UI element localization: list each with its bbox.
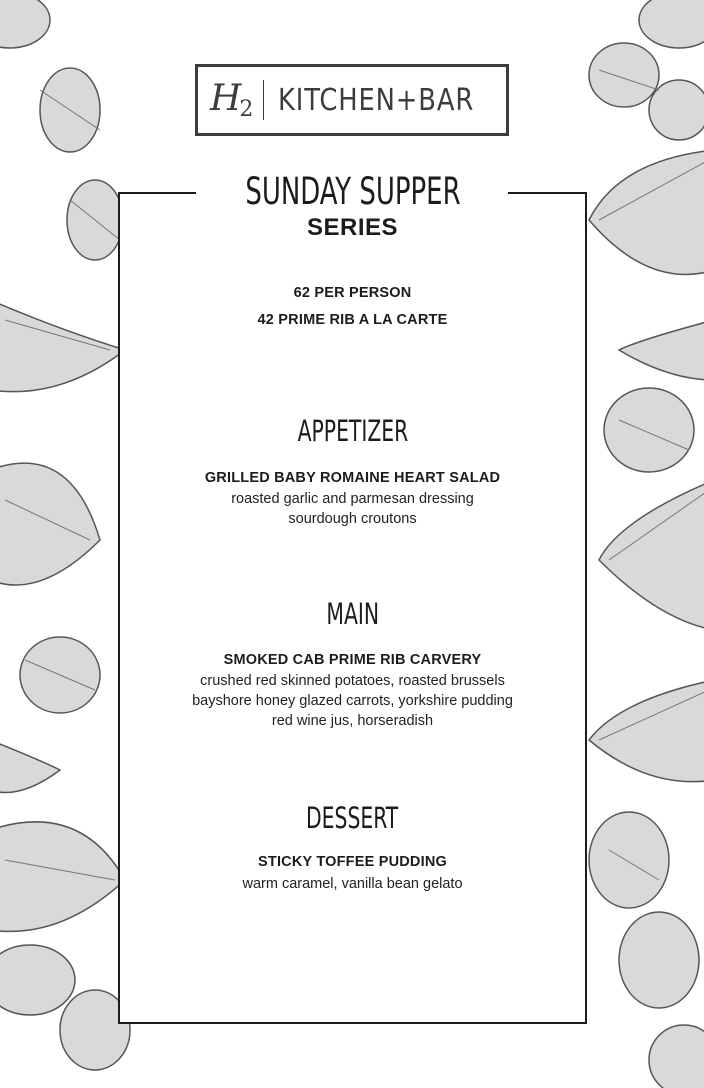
logo-divider	[263, 80, 264, 120]
h2-logo-mark: $H_2$	[210, 78, 252, 122]
dish-description-line: crushed red skinned potatoes, roasted brussels	[200, 673, 505, 689]
section-title: APPETIZER	[297, 414, 408, 448]
menu-title-wrap	[118, 170, 587, 213]
dish-name: GRILLED BABY ROMAINE HEART SALAD	[204, 470, 501, 486]
dish-description-line: bayshore honey glazed carrots, yorkshire pudding	[192, 693, 513, 709]
section-title: DESSERT	[306, 801, 399, 835]
dish-name: STICKY TOFFEE PUDDING	[258, 854, 447, 870]
dish-description-line: roasted garlic and parmesan dressing	[231, 491, 474, 507]
dish-description-line: red wine jus, horseradish	[271, 713, 434, 729]
restaurant-logo	[195, 64, 509, 136]
menu-title: SUNDAY SUPPER	[244, 170, 461, 213]
hop-illustration-left	[0, 0, 135, 1088]
section-appetizer	[118, 414, 587, 448]
price-per-person: 62 PER PERSON	[293, 285, 412, 301]
menu-subtitle: SERIES	[306, 214, 399, 241]
section-dessert	[118, 801, 587, 835]
logo-text: KITCHEN+BAR	[277, 82, 475, 118]
dish-name: SMOKED CAB PRIME RIB CARVERY	[223, 652, 482, 668]
dish-description-line: sourdough croutons	[288, 511, 417, 527]
section-main	[118, 597, 587, 631]
hop-illustration-right	[579, 0, 704, 1088]
section-title: MAIN	[326, 597, 379, 631]
dish-description-line: warm caramel, vanilla bean gelato	[242, 876, 463, 892]
price-prime-rib: 42 PRIME RIB A LA CARTE	[257, 312, 448, 328]
